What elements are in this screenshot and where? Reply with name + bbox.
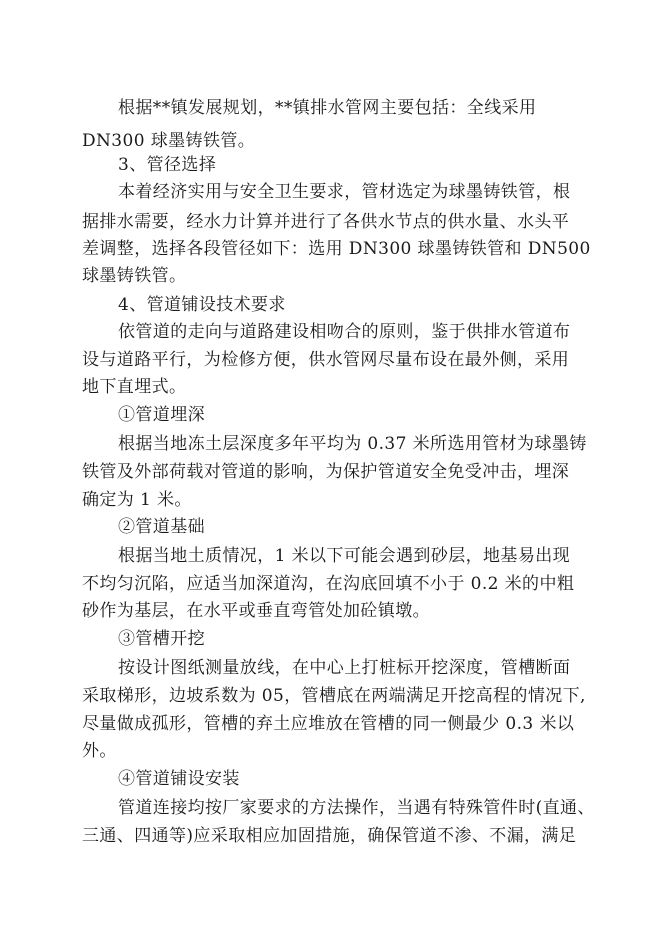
text-line: 地下直埋式。 — [82, 377, 187, 397]
subsection-heading: ④管道铺设安装 — [118, 769, 240, 789]
text-line: 差调整，选择各段管径如下：选用 DN300 球墨铸铁管和 DN500 — [82, 239, 591, 259]
text-line: 根据**镇发展规划，**镇排水管网主要包括：全线采用 — [118, 98, 537, 118]
text-line: 球墨铸铁管。 — [82, 266, 187, 286]
text-line: 根据当地冻土层深度多年平均为 0.37 米所选用管材为球墨铸 — [118, 434, 587, 454]
text-line: 据排水需要，经水力计算并进行了各供水节点的供水量、水头平 — [82, 212, 570, 232]
section-heading: 3、管径选择 — [118, 155, 217, 175]
text-line: 砂作为基层，在水平或垂直弯管处加砼镇墩。 — [82, 601, 430, 621]
text-line: 依管道的走向与道路建设相吻合的原则，鉴于供排水管道布 — [118, 322, 571, 342]
subsection-heading: ①管道埋深 — [118, 405, 205, 425]
text-line: 管道连接均按厂家要求的方法操作，当遇有特殊管件时(直通、 — [118, 798, 595, 818]
text-line: 采取梯形，边坡系数为 05，管槽底在两端满足开挖高程的情况下, — [82, 686, 586, 706]
text-line: 本着经济实用与安全卫生要求，管材选定为球墨铸铁管，根 — [118, 182, 571, 202]
text-line: 不均匀沉陷，应适当加深道沟，在沟底回填不小于 0.2 米的中粗 — [82, 574, 575, 594]
text-line: 外。 — [82, 741, 117, 761]
text-line: 三通、四通等)应采取相应加固措施，确保管道不渗、不漏，满足 — [82, 826, 577, 846]
text-line: 按设计图纸测量放线，在中心上打桩标开挖深度，管槽断面 — [118, 658, 571, 678]
text-line: 尽量做成孤形，管槽的弃土应堆放在管槽的同一侧最少 0.3 米以 — [82, 714, 575, 734]
text-line: 确定为 1 米。 — [82, 490, 192, 510]
text-line: 铁管及外部荷载对管道的影响，为保护管道安全免受冲击，埋深 — [82, 462, 570, 482]
text-line: DN300 球墨铸铁管。 — [82, 131, 256, 151]
subsection-heading: ②管道基础 — [118, 517, 205, 537]
text-line: 根据当地土质情况，1 米以下可能会遇到砂层，地基易出现 — [118, 546, 571, 566]
section-heading: 4、管道铺设技术要求 — [118, 295, 286, 315]
text-line: 设与道路平行，为检修方便，供水管网尽量布设在最外侧，采用 — [82, 350, 570, 370]
subsection-heading: ③管槽开挖 — [118, 629, 205, 649]
